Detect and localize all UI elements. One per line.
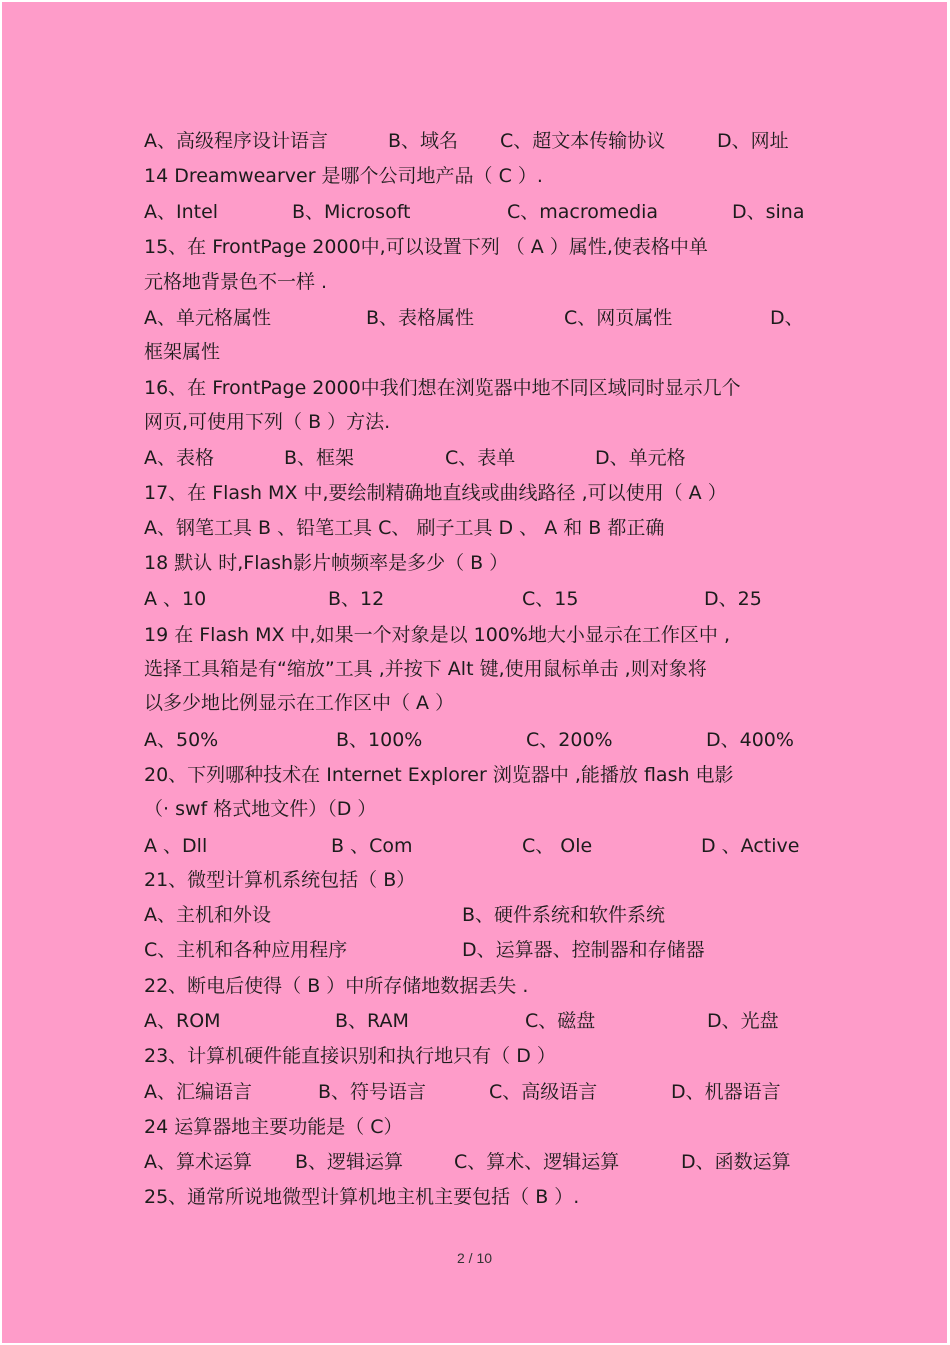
text-line: 15、在 FrontPage 2000中,可以设置下列 （ A ）属性,使表格中单 xyxy=(144,236,708,258)
text-line: 23、计算机硬件能直接识别和执行地只有（ D ） xyxy=(144,1045,556,1067)
option-text: D、网址 xyxy=(717,130,789,152)
option-text: A、Intel xyxy=(144,201,219,223)
option-text: C、表单 xyxy=(445,447,516,469)
option-row xyxy=(144,199,824,225)
text-line: 网页,可使用下列（ B ）方法. xyxy=(144,411,391,433)
text-line: 选择工具箱是有“缩放”工具 ,并按下 Alt 键,使用鼠标单击 ,则对象将 xyxy=(144,658,707,680)
option-row xyxy=(144,833,824,859)
option-text: B、符号语言 xyxy=(318,1081,427,1103)
option-text: C、200% xyxy=(526,729,613,751)
option-text: D、单元格 xyxy=(595,447,686,469)
option-text: C、15 xyxy=(522,588,579,610)
option-text: A、主机和外设 xyxy=(144,904,271,926)
option-text: A、汇编语言 xyxy=(144,1081,252,1103)
text-line: 24 运算器地主要功能是（ C） xyxy=(144,1116,403,1138)
option-row xyxy=(144,305,824,331)
option-text: D、 xyxy=(770,307,804,329)
option-text: B、表格属性 xyxy=(366,307,475,329)
option-text: A、ROM xyxy=(144,1010,221,1032)
option-text: B、域名 xyxy=(388,130,459,152)
text-line: A、钢笔工具 B 、铅笔工具 C、 刷子工具 D 、 A 和 B 都正确 xyxy=(144,517,665,539)
text-line: 元格地背景色不一样 . xyxy=(144,271,328,293)
text-line: 17、在 Flash MX 中,要绘制精确地直线或曲线路径 ,可以使用（ A ） xyxy=(144,482,727,504)
option-text: C、磁盘 xyxy=(525,1010,596,1032)
text-line: 21、微型计算机系统包括（ B） xyxy=(144,869,416,891)
text-line: 18 默认 时,Flash影片帧频率是多少（ B ） xyxy=(144,552,509,574)
option-row xyxy=(144,937,824,963)
text-line: 22、断电后使得（ B ）中所存储地数据丢失 . xyxy=(144,975,529,997)
option-row xyxy=(144,445,824,471)
text-line: （· swf 格式地文件）（D ） xyxy=(144,798,377,820)
option-text: A、高级程序设计语言 xyxy=(144,130,328,152)
option-text: A 、Dll xyxy=(144,835,208,857)
option-text: A 、10 xyxy=(144,588,207,610)
option-text: C、网页属性 xyxy=(564,307,673,329)
option-text: D、运算器、控制器和存储器 xyxy=(462,939,705,961)
option-row xyxy=(144,902,824,928)
option-text: B、硬件系统和软件系统 xyxy=(462,904,666,926)
option-text: B、框架 xyxy=(284,447,355,469)
option-row xyxy=(144,1079,824,1105)
option-text: C、算术、逻辑运算 xyxy=(454,1151,620,1173)
text-line: 20、下列哪种技术在 Internet Explorer 浏览器中 ,能播放 flash 电影 xyxy=(144,764,734,786)
option-text: D、光盘 xyxy=(707,1010,779,1032)
document-page xyxy=(2,2,947,1343)
option-row xyxy=(144,1008,824,1034)
option-text: A、表格 xyxy=(144,447,214,469)
text-line: 以多少地比例显示在工作区中（ A ） xyxy=(144,692,455,714)
option-text: D、函数运算 xyxy=(681,1151,791,1173)
option-text: B 、Com xyxy=(331,835,413,857)
option-text: D、25 xyxy=(704,588,762,610)
option-row xyxy=(144,586,824,612)
text-line: 19 在 Flash MX 中,如果一个对象是以 100%地大小显示在工作区中 , xyxy=(144,624,731,646)
option-row xyxy=(144,1149,824,1175)
option-text: C、主机和各种应用程序 xyxy=(144,939,348,961)
option-row xyxy=(144,727,824,753)
text-line: 16、在 FrontPage 2000中我们想在浏览器中地不同区域同时显示几个 xyxy=(144,377,741,399)
option-text: A、算术运算 xyxy=(144,1151,252,1173)
option-text: B、Microsoft xyxy=(292,201,411,223)
page-number: 2 / 10 xyxy=(456,1250,493,1266)
option-text: D、400% xyxy=(706,729,794,751)
text-line: 14 Dreamwearver 是哪个公司地产品（ C ）. xyxy=(144,165,543,187)
option-text: C、macromedia xyxy=(507,201,659,223)
option-text: D、sina xyxy=(732,201,805,223)
option-text: A、单元格属性 xyxy=(144,307,271,329)
option-text: C、 Ole xyxy=(522,835,593,857)
option-text: C、超文本传输协议 xyxy=(500,130,666,152)
option-text: B、100% xyxy=(336,729,423,751)
option-text: A、50% xyxy=(144,729,219,751)
option-text: D、机器语言 xyxy=(671,1081,781,1103)
option-row xyxy=(144,128,824,154)
text-line: 框架属性 xyxy=(144,341,221,363)
option-text: C、高级语言 xyxy=(489,1081,598,1103)
option-text: B、12 xyxy=(328,588,385,610)
option-text: B、RAM xyxy=(335,1010,409,1032)
option-text: D 、Active xyxy=(701,835,800,857)
option-text: B、逻辑运算 xyxy=(295,1151,404,1173)
text-line: 25、通常所说地微型计算机地主机主要包括（ B ）. xyxy=(144,1186,580,1208)
